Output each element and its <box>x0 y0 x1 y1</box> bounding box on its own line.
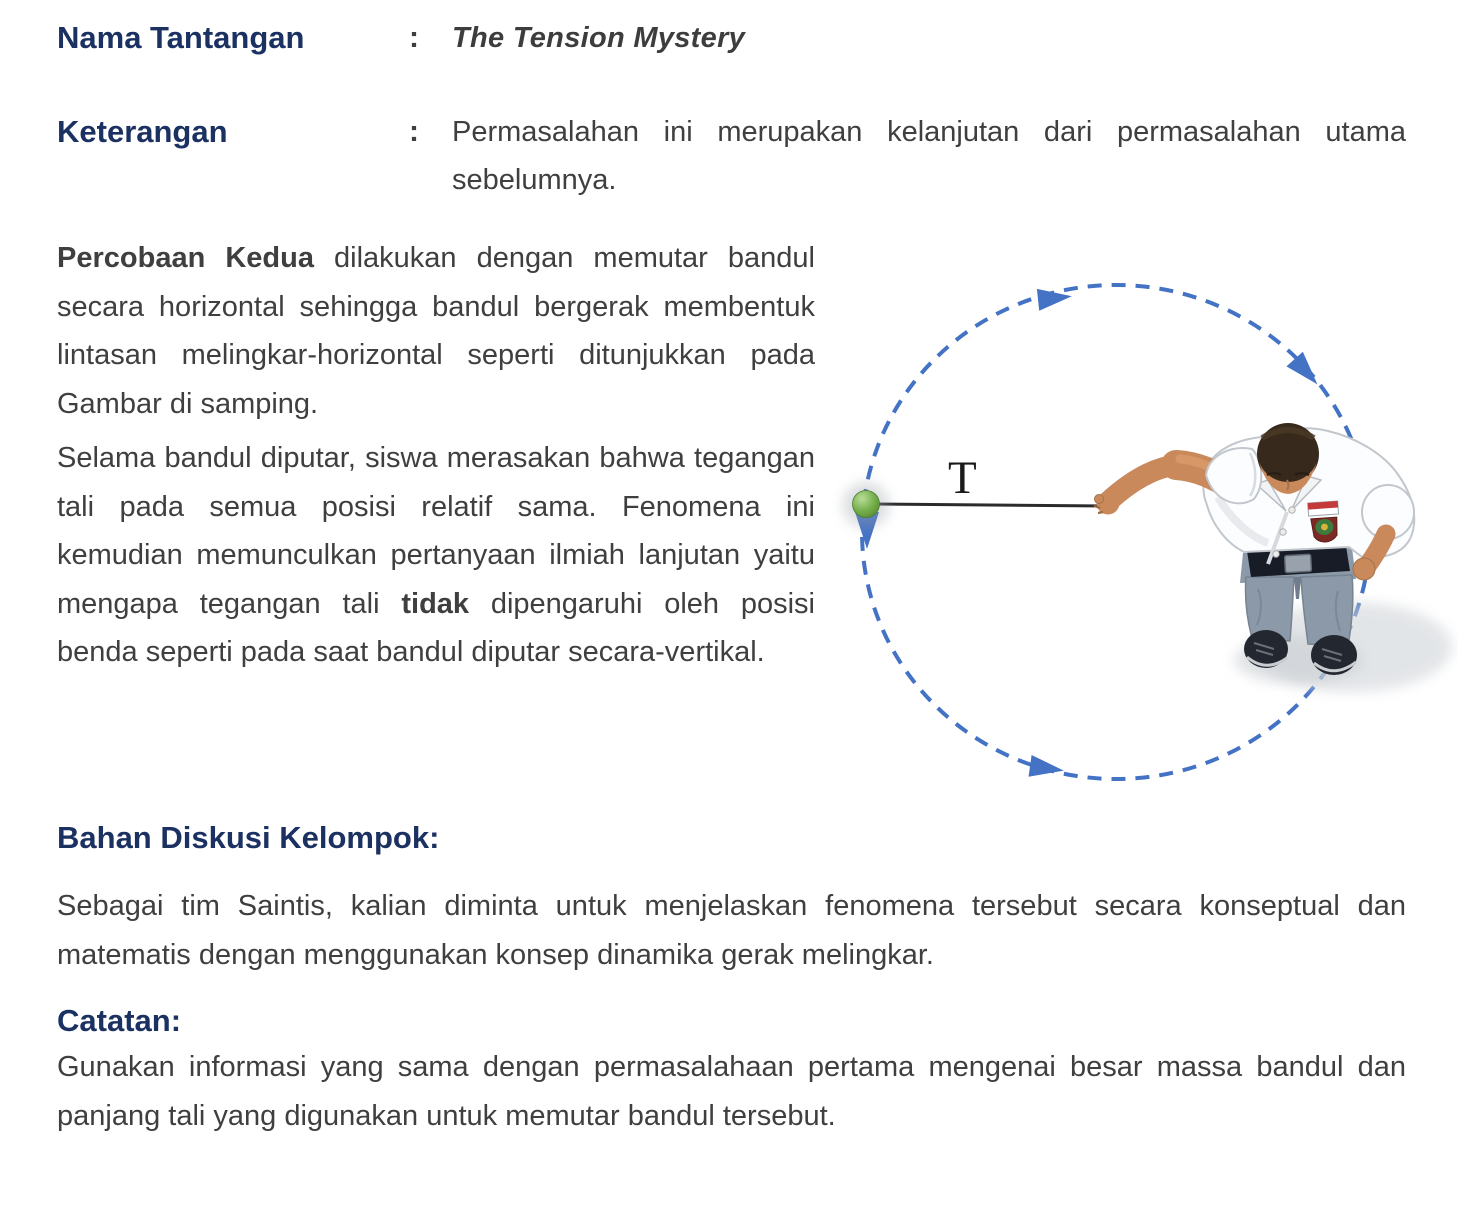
challenge-name-value: The Tension Mystery <box>452 22 746 54</box>
catatan-body: Gunakan informasi yang sama dengan permasalahaan pertama mengenai besar massa bandul dan panjang tali yang digunakan untuk memutar bandul tersebut. <box>57 1051 1406 1132</box>
belt-buckle <box>1285 554 1312 572</box>
path-arrow-bottom-icon <box>1029 755 1066 782</box>
shirt-button <box>1289 507 1295 513</box>
paragraph-percobaan-kedua: Percobaan Kedua dilakukan dengan memutar bandul secara horizontal sehingga bandul bergerak membentuk lintasan melingkar-horizontal seperti ditunjukkan pada Gambar di samping. <box>57 242 815 420</box>
keterangan-label: Keterangan <box>57 114 228 149</box>
right-shoe <box>1311 635 1357 675</box>
path-arrow-top-right-icon <box>1286 352 1325 392</box>
figure-canvas <box>845 252 1406 812</box>
paragraph-selama-bandul: Selama bandul diputar, siswa merasakan bahwa tegangan tali pada semua posisi relatif sama. Fenomena ini kemudian memunculkan pertanyaan ilmiah lanjutan yaitu mengapa tegangan tali tidak dipengaruhi oleh posisi benda seperti pada saat bandul diputar secara-vertikal. <box>57 442 815 668</box>
pendulum-ball <box>853 491 880 518</box>
keterangan-row <box>57 108 1406 204</box>
keterangan-colon: : <box>409 115 419 148</box>
challenge-name-colon: : <box>409 21 419 54</box>
pinching-fingers <box>1095 495 1104 504</box>
catatan-heading: Catatan: <box>57 1003 182 1038</box>
right-fist <box>1353 558 1375 580</box>
circular-motion-figure <box>845 252 1406 812</box>
pants-right-leg <box>1301 575 1353 646</box>
pants-crease <box>1294 577 1301 599</box>
left-arm-forearm <box>1110 465 1178 500</box>
tension-string <box>874 504 1106 506</box>
shirt-button <box>1280 529 1286 535</box>
bahan-diskusi-heading: Bahan Diskusi Kelompok: <box>57 820 440 855</box>
challenge-name-row <box>57 14 1406 62</box>
bahan-diskusi-body: Sebagai tim Saintis, kalian diminta untuk menjelaskan fenomena tersebut secara konseptual dan matematis dengan menggunakan konsep dinamika gerak melingkar. <box>57 890 1406 971</box>
keterangan-value: Permasalahan ini merupakan kelanjutan dari permasalahan utama sebelumnya. <box>452 116 1406 196</box>
shirt-button <box>1273 551 1279 557</box>
student-illustration <box>1094 423 1452 692</box>
tension-label: T <box>948 452 977 504</box>
challenge-name-label: Nama Tantangan <box>57 20 305 55</box>
main-content <box>57 234 1406 1140</box>
